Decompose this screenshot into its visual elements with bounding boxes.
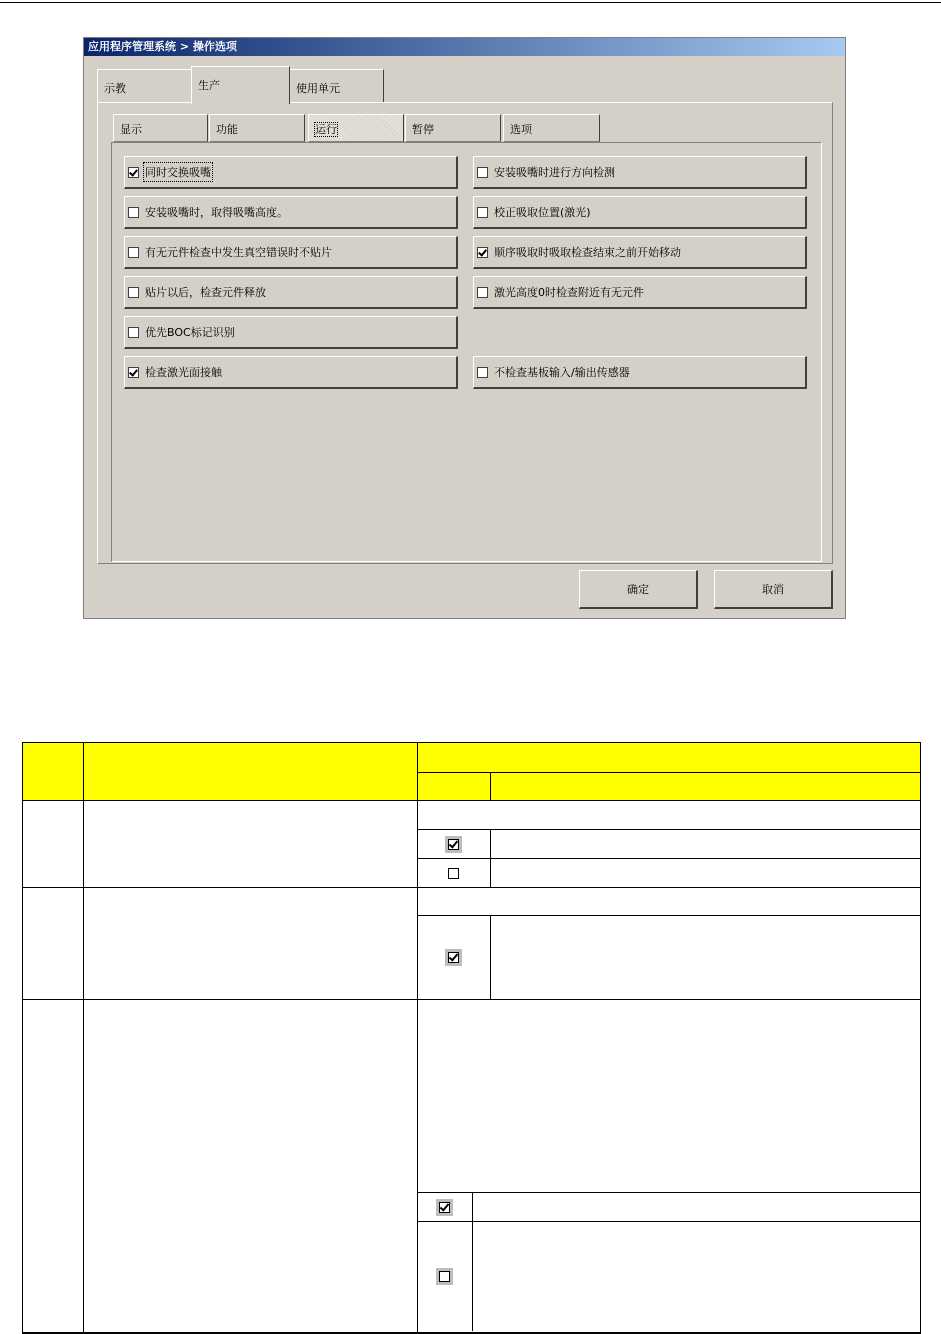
checkbox-icon[interactable]	[477, 287, 488, 298]
row3-unchecked-cell	[418, 1222, 473, 1331]
option-check-component-release[interactable]	[124, 276, 458, 309]
header-item-cell	[83, 743, 417, 801]
option-direction-check[interactable]	[473, 156, 807, 189]
subtab-label: 显示	[120, 123, 142, 136]
row3-unchecked-desc	[473, 1222, 920, 1331]
row2-no-cell	[23, 888, 84, 1000]
option-laser-zero-nearby-check[interactable]	[473, 276, 807, 309]
operation-options-dialog	[83, 37, 846, 619]
header-no-cell	[23, 743, 84, 801]
option-boc-mark-priority[interactable]	[124, 316, 458, 349]
tab-label: 使用单元	[296, 82, 340, 95]
tab-label: 生产	[198, 79, 220, 92]
subtab-function[interactable]	[209, 114, 305, 142]
tab-label: 示教	[104, 82, 126, 95]
row3-checked-row	[417, 1193, 920, 1222]
row3-desc-cell	[417, 1000, 920, 1193]
option-get-nozzle-height[interactable]	[124, 196, 458, 229]
subtab-label: 暂停	[412, 123, 434, 136]
subtab-run[interactable]	[308, 114, 404, 142]
row2-item-cell	[83, 888, 417, 1000]
checkbox-icon[interactable]	[477, 207, 488, 218]
option-check-laser-contact[interactable]	[124, 356, 458, 389]
cancel-button[interactable]: 取消	[714, 570, 833, 609]
row3-unchecked-row	[417, 1222, 920, 1333]
checkbox-icon[interactable]	[128, 327, 139, 338]
checkbox-icon[interactable]	[128, 287, 139, 298]
checked-box-icon	[445, 949, 462, 966]
row3-checked-desc	[473, 1193, 920, 1221]
tab-production[interactable]	[191, 66, 290, 104]
row1-item-cell	[83, 801, 417, 888]
unchecked-box-icon	[436, 1268, 453, 1285]
row1-no-cell	[23, 801, 84, 888]
option-move-before-pick-check[interactable]	[473, 236, 807, 269]
row2-checked-desc	[491, 916, 921, 1000]
subtab-display[interactable]	[113, 114, 208, 142]
row1-unchecked-cell	[417, 859, 491, 888]
option-spec-table	[22, 742, 921, 1334]
subtab-label: 运行	[315, 123, 337, 136]
page-top-rule	[0, 2, 941, 3]
option-label: 顺序吸取时吸取检查结束之前开始移动	[494, 246, 681, 259]
option-correct-pick-position[interactable]	[473, 196, 807, 229]
tab-teach[interactable]	[97, 69, 192, 102]
checkbox-icon[interactable]	[128, 207, 139, 218]
option-label: 优先BOC标记识别	[145, 326, 235, 339]
checkbox-icon[interactable]	[128, 167, 139, 178]
row2-desc-cell	[417, 888, 920, 916]
checkbox-icon[interactable]	[477, 367, 488, 378]
row3-item-cell	[83, 1000, 417, 1333]
option-label: 检查激光面接触	[145, 366, 222, 379]
row1-checked-cell	[417, 830, 491, 859]
option-label: 安装吸嘴时，取得吸嘴高度。	[145, 206, 288, 219]
header-description-cell	[491, 773, 921, 801]
header-setting-cell	[417, 773, 491, 801]
tab-use-unit[interactable]	[289, 69, 384, 102]
option-label: 有无元件检查中发生真空错误时不贴片	[145, 246, 332, 259]
row1-unchecked-desc	[491, 859, 921, 888]
checkbox-icon[interactable]	[477, 167, 488, 178]
option-no-place-on-vacuum-error[interactable]	[124, 236, 458, 269]
unchecked-box-icon	[448, 868, 459, 879]
header-content-cell	[417, 743, 920, 773]
ok-button[interactable]: 确定	[579, 570, 698, 609]
subtab-label: 功能	[216, 123, 238, 136]
option-skip-board-sensor[interactable]	[473, 356, 807, 389]
row3-no-cell	[23, 1000, 84, 1333]
row1-checked-desc	[491, 830, 921, 859]
option-label: 激光高度0时检查附近有无元件	[494, 286, 644, 299]
checkbox-icon[interactable]	[128, 247, 139, 258]
option-label: 同时交换吸嘴	[145, 166, 211, 179]
checked-box-icon	[445, 836, 462, 853]
option-simultaneous-nozzle-exchange[interactable]	[124, 156, 458, 189]
dialog-title: 应用程序管理系统 > 操作选项	[84, 38, 845, 56]
row3-checked-cell	[418, 1193, 473, 1221]
subtab-options[interactable]	[503, 114, 600, 142]
row2-checked-cell	[417, 916, 491, 1000]
subtab-label: 选项	[510, 123, 532, 136]
option-label: 安装吸嘴时进行方向检测	[494, 166, 615, 179]
checked-box-icon	[436, 1199, 453, 1216]
option-label: 不检查基板输入/输出传感器	[494, 366, 630, 379]
option-label: 贴片以后，检查元件释放	[145, 286, 266, 299]
option-label: 校正吸取位置(激光)	[494, 206, 591, 219]
checkbox-icon[interactable]	[128, 367, 139, 378]
checkbox-icon[interactable]	[477, 247, 488, 258]
subtab-pause[interactable]	[405, 114, 501, 142]
row1-desc-cell	[417, 801, 920, 830]
